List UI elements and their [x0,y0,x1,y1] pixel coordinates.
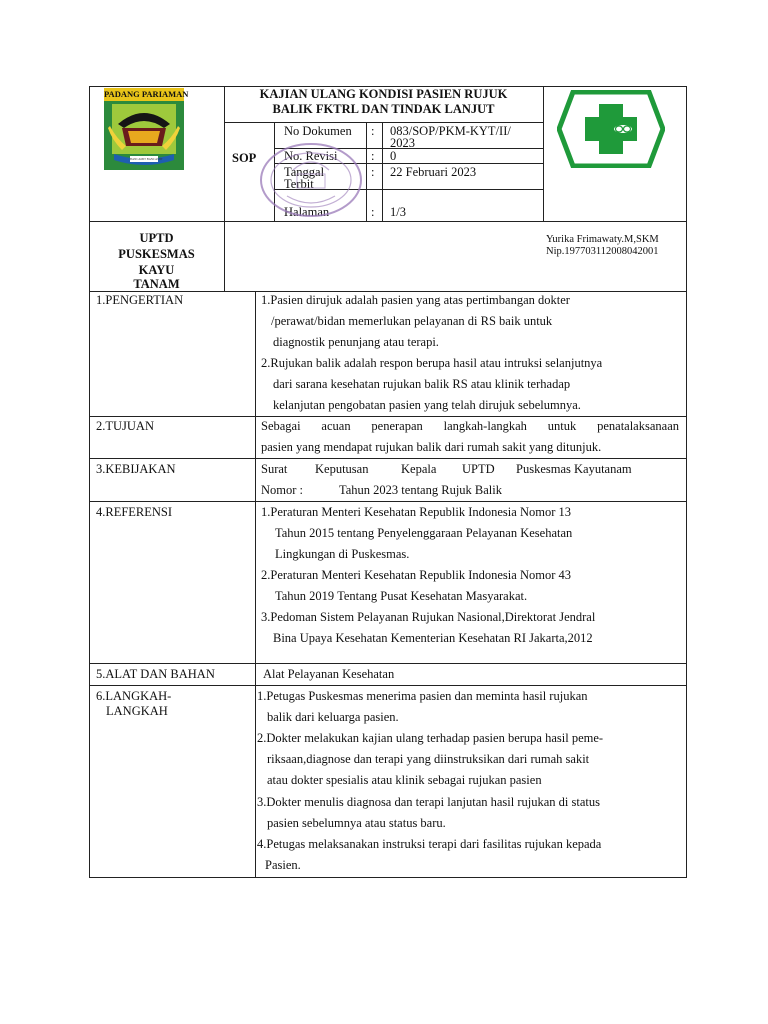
padang-pariaman-logo [104,88,189,170]
kebijakan-word: Keputusan [315,462,369,476]
meta-label-no-dokumen: No Dokumen [284,124,352,138]
pengertian-line: kelanjutan pengobatan pasien yang telah dirujuk sebelumnya. [273,398,581,412]
tujuan-line: pasien yang mendapat rujukan balik dari rumah sakit yang ditunjuk. [261,440,602,454]
meta-label-tanggal: Tanggal [284,165,325,179]
langkah-line: balik dari keluarga pasien. [267,710,399,724]
pengertian-line: diagnostik penunjang atau terapi. [273,335,439,349]
sop-title-line1: KAJIAN ULANG KONDISI PASIEN RUJUK [259,87,508,101]
kebijakan-word: Puskesmas Kayutanam [516,462,632,476]
signatory-name: Yurika Frimawaty.M,SKM [546,234,659,245]
kebijakan-word: UPTD [462,462,495,476]
kebijakan-line: Tahun 2023 tentang Rujuk Balik [339,483,502,497]
org-name-line: TANAM [133,277,180,291]
kebijakan-word: Kepala [401,462,437,476]
meta-value-no-revisi: 0 [390,149,397,163]
section-label-referensi: 4.REFERENSI [96,505,173,519]
logo-motto-text: BANCAMIT BANCAMIT [130,157,163,161]
pengertian-line: /perawat/bidan memerlukan pelayanan di RS baik untuk [271,314,553,328]
section-label-tujuan: 2.TUJUAN [96,419,154,433]
logo-banner-text: PADANG PARIAMAN [104,89,189,99]
org-name-line: PUSKESMAS [118,247,195,261]
referensi-line: 1.Peraturan Menteri Kesehatan Republik Indonesia Nomor 13 [261,505,571,519]
official-stamp [257,140,369,220]
referensi-line: Lingkungan di Puskesmas. [275,547,410,561]
referensi-line: Tahun 2015 tentang Penyelenggaraan Pelayanan Kesehatan [275,526,573,540]
meta-label-halaman: Halaman [284,205,330,219]
langkah-line: 2.Dokter melakukan kajian ulang terhadap pasien berupa hasil peme- [257,731,604,745]
pengertian-line: 1.Pasien dirujuk adalah pasien yang atas pertimbangan dokter [261,293,570,307]
meta-sep: : [371,149,375,163]
langkah-line: atau dokter spesialis atau klinik sebagai rujukan pasien [267,773,542,787]
referensi-line: Bina Upaya Kesehatan Kementerian Kesehatan RI Jakarta,2012 [273,631,593,645]
langkah-line: riksaan,diagnose dan terapi yang diinstruksikan dari rumah sakit [267,752,590,766]
langkah-line: 3.Dokter menulis diagnosa dan terapi lanjutan hasil rujukan di status [257,795,600,809]
meta-value-tanggal: 22 Februari 2023 [390,165,477,179]
meta-value-no-dokumen: 083/SOP/PKM-KYT/II/ [390,124,511,138]
kebijakan-line: Nomor : [261,483,304,497]
meta-sep: : [371,165,375,179]
section-label-kebijakan: 3.KEBIJAKAN [96,462,176,476]
meta-label-no-revisi: No. Revisi [284,149,338,163]
doc-type-label: SOP [232,151,257,165]
langkah-line: Pasien. [265,858,301,872]
langkah-line: pasien sebelumnya atau status baru. [267,816,446,830]
meta-sep: : [371,124,375,138]
signatory-nip: Nip.197703112008042001 [546,246,659,257]
section-label-langkah-cont: LANGKAH [106,704,168,718]
langkah-line: 1.Petugas Puskesmas menerima pasien dan meminta hasil rujukan [257,689,588,703]
section-label-pengertian: 1.PENGERTIAN [96,293,184,307]
meta-label-terbit: Terbit [284,177,314,191]
referensi-line: 3.Pedoman Sistem Pelayanan Rujukan Nasional,Direktorat Jendral [261,610,596,624]
meta-value-no-dokumen-cont: 2023 [390,136,415,150]
org-name-line: UPTD [139,231,174,245]
sop-title-line2: BALIK FKTRL DAN TINDAK LANJUT [272,102,495,116]
puskesmas-logo [557,90,665,168]
meta-sep: : [371,205,375,219]
meta-value-halaman: 1/3 [390,205,406,219]
referensi-line: Tahun 2019 Tentang Pusat Kesehatan Masyarakat. [275,589,528,603]
tujuan-line: Sebagai acuan penerapan langkah-langkah untuk penatalaksanaan [261,419,679,433]
pengertian-line: dari sarana kesehatan rujukan balik RS atau klinik terhadap [273,377,571,391]
kebijakan-word: Surat [261,462,288,476]
org-name-line: KAYU [138,263,175,277]
section-label-langkah: 6.LANGKAH- [96,689,172,703]
section-label-alat: 5.ALAT DAN BAHAN [96,667,215,681]
pengertian-line: 2.Rujukan balik adalah respon berupa hasil atau intruksi selanjutnya [261,356,603,370]
referensi-line: 2.Peraturan Menteri Kesehatan Republik Indonesia Nomor 43 [261,568,571,582]
alat-line: Alat Pelayanan Kesehatan [263,667,395,681]
langkah-line: 4.Petugas melaksanakan instruksi terapi dari fasilitas rujukan kepada [257,837,602,851]
